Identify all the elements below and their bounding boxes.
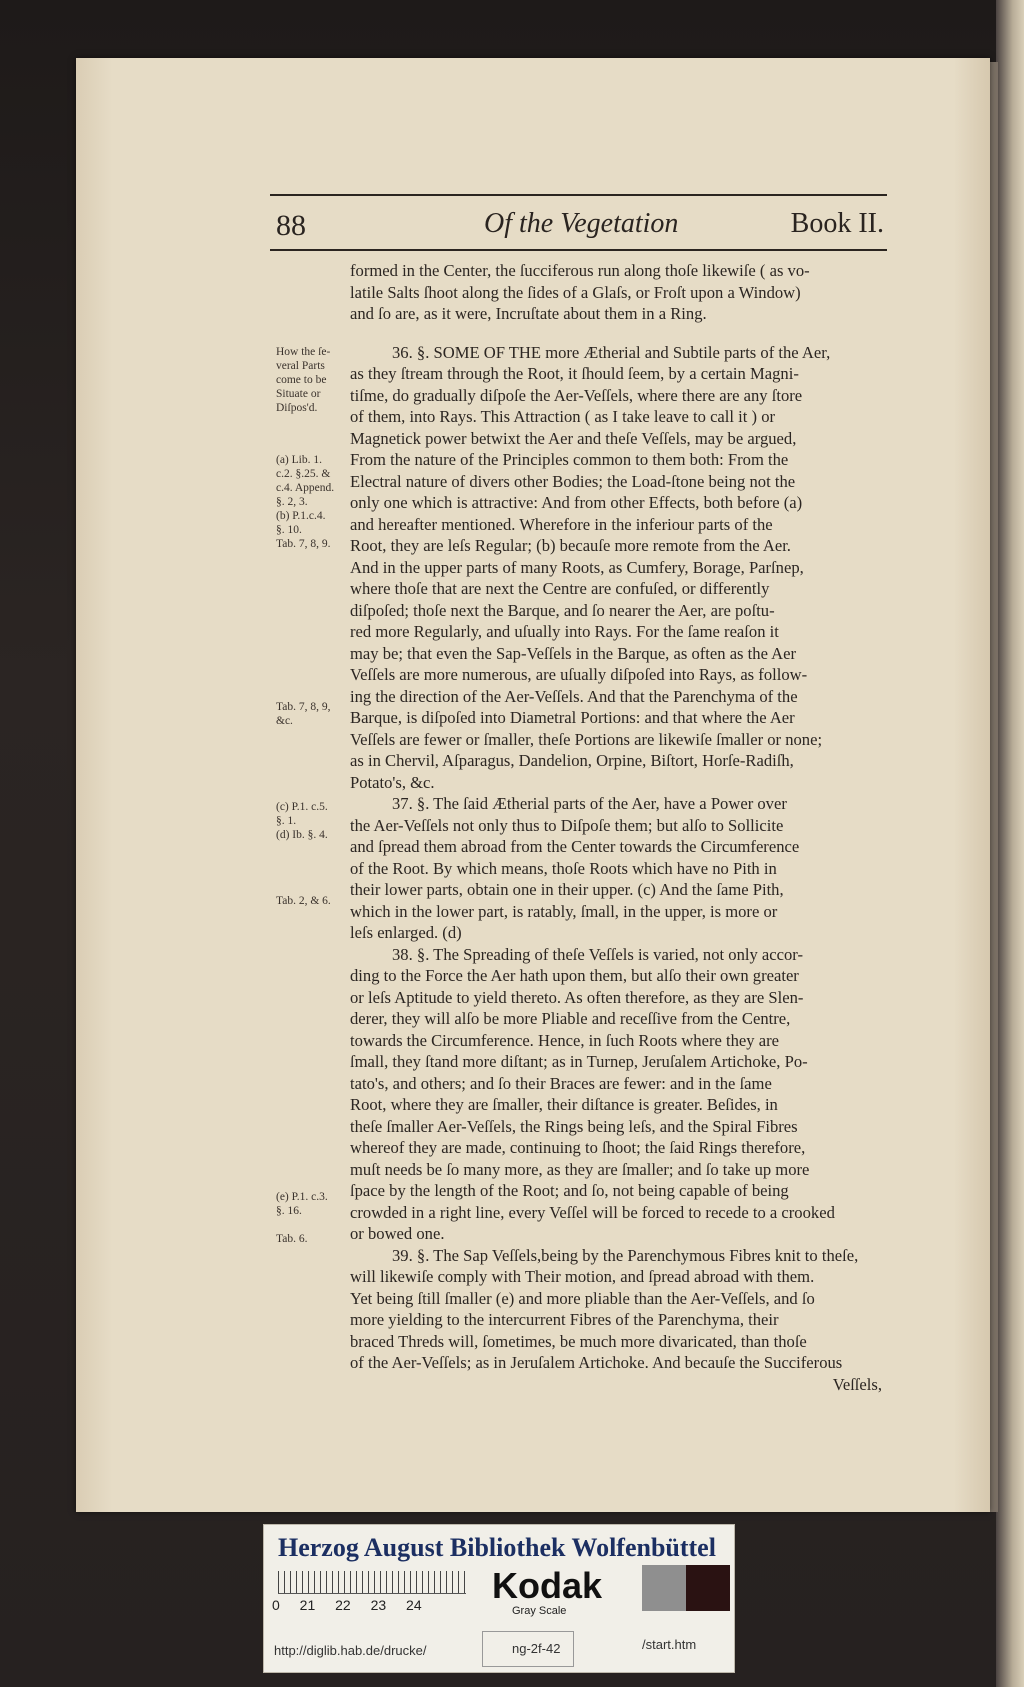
text-line: Yet being ſtill ſmaller (e) and more pliable than the Aer-Veſſels, and ſo <box>350 1288 815 1308</box>
text-line: ſpace by the length of the Root; and ſo, not being capable of being <box>350 1181 789 1200</box>
text-line: as in Chervil, Aſparagus, Dandelion, Orpine, Biſtort, Horſe-Radiſh, <box>350 751 794 770</box>
text-line: Veſſels are fewer or ſmaller, theſe Portions are likewiſe ſmaller or none; <box>350 729 823 749</box>
margin-note <box>276 453 348 551</box>
margin-note <box>276 345 348 415</box>
text-line: Magnetick power betwixt the Aer and theſe Veſſels, may be argued, <box>350 428 797 448</box>
margin-note <box>276 700 348 728</box>
margin-note-line: §. 1. <box>276 815 297 827</box>
text-line: where thoſe that are next the Centre are confuſed, or differently <box>350 579 770 598</box>
scale-ruler <box>278 1571 466 1594</box>
text-line: only one which is attractive: And from other Effects, both before (a) <box>350 493 803 512</box>
running-title: Of the Vegetation <box>484 208 679 239</box>
text-line: of the Aer-Veſſels; as in Jeruſalem Artichoke. And becauſe the Succiferous <box>350 1353 843 1372</box>
kodak-logo: Kodak <box>492 1565 603 1606</box>
text-line: tato's, and others; and ſo their Braces are fewer: and in the ſame <box>350 1073 772 1093</box>
text-line: whereof they are made, continuing to ſhoot; the ſaid Rings therefore, <box>350 1138 806 1157</box>
ruler-numbers: 0 21 22 23 24 <box>272 1597 422 1613</box>
text-line: And in the upper parts of many Roots, as Cumfery, Borage, Parſnep, <box>350 557 804 577</box>
text-line: latile Salts ſhoot along the ſides of a Glaſs, or Froſt upon a Window) <box>350 282 801 302</box>
margin-note-line: §. 16. <box>276 1205 302 1217</box>
main-text-column <box>350 260 882 1395</box>
margin-note-line: (c) P.1. c.5. <box>276 801 328 813</box>
text-line: or leſs Aptitude to yield thereto. As often therefore, as they are Slen- <box>350 987 804 1007</box>
margin-note-line: §. 10. <box>276 524 302 536</box>
library-stamp <box>263 1524 735 1673</box>
margin-note-line: veral Parts <box>276 360 325 372</box>
margin-note-line: (b) P.1.c.4. <box>276 510 326 522</box>
text-line: 36. §. SOME OF THE more Ætherial and Subtile parts of the Aer, <box>392 342 831 362</box>
text-line: formed in the Center, the ſucciferous run along thoſe likewiſe ( as vo- <box>350 261 810 280</box>
text-line: may be; that even the Sap-Veſſels in the Barque, as often as the Aer <box>350 643 797 663</box>
margin-note-line: come to be <box>276 374 327 386</box>
margin-note-line: Diſpos'd. <box>276 402 318 414</box>
text-line: Veſſels, <box>832 1374 882 1394</box>
text-line: From the nature of the Principles common to them both: From the <box>350 450 789 469</box>
text-line: ding to the Force the Aer hath upon them, but alſo their own greater <box>350 966 799 985</box>
margin-note-line: Tab. 7, 8, 9, <box>276 701 331 713</box>
text-line: Root, where they are ſmaller, their diſtance is greater. Beſides, in <box>350 1095 778 1114</box>
stamp-code: ng-2f-42 <box>512 1641 561 1656</box>
margin-note <box>276 1190 348 1246</box>
text-line: derer, they will alſo be more Pliable and receſſive from the Centre, <box>350 1009 791 1028</box>
adjacent-page-edge <box>996 0 1024 1687</box>
text-line: crowded in a right line, every Veſſel will be forced to recede to a crooked <box>350 1202 835 1222</box>
page-number: 88 <box>276 209 306 242</box>
text-line: and ſpread them abroad from the Center towards the Circumference <box>350 837 800 856</box>
text-line: Electral nature of divers other Bodies; the Load-ſtone being not the <box>350 471 796 491</box>
text-line: Veſſels are more numerous, are uſually diſpoſed into Rays, as follow- <box>350 665 808 684</box>
text-line: of the Root. By which means, thoſe Roots which have no Pith in <box>350 858 777 878</box>
running-header <box>274 205 886 251</box>
text-line: and hereafter mentioned. Wherefore in the inferiour parts of the <box>350 514 773 534</box>
text-line: 37. §. The ſaid Ætherial parts of the Aer, have a Power over <box>392 794 787 813</box>
margin-note-line: c.4. Append. <box>276 482 335 494</box>
text-line: red more Regularly, and uſually into Rays. For the ſame reaſon it <box>350 622 779 641</box>
text-line: as they ſtream through the Root, it ſhould ſeem, by a certain Magni- <box>350 364 799 383</box>
text-line: Root, they are leſs Regular; (b) becauſe more remote from the Aer. <box>350 536 791 555</box>
margin-note-line: Tab. 2, & 6. <box>276 895 331 907</box>
book-label: Book II. <box>790 208 884 239</box>
margin-note-line: (e) P.1. c.3. <box>276 1191 328 1203</box>
stamp-start: /start.htm <box>642 1637 697 1652</box>
text-line: and ſo are, as it were, Incruſtate about them in a Ring. <box>350 304 707 323</box>
margin-note-line: &c. <box>276 715 293 727</box>
text-line: their lower parts, obtain one in their upper. (c) And the ſame Pith, <box>350 880 784 899</box>
text-line: more yielding to the intercurrent Fibres of the Parenchyma, their <box>350 1310 779 1329</box>
margin-note-line: c.2. §.25. & <box>276 468 331 480</box>
stamp-url: http://diglib.hab.de/drucke/ <box>274 1643 427 1658</box>
text-line: will likewiſe comply with Their motion, and ſpread abroad with them. <box>350 1267 815 1286</box>
text-line: or bowed one. <box>350 1224 445 1243</box>
margin-note-line: How the ſe- <box>276 346 331 358</box>
header-rule-bottom <box>270 249 887 251</box>
text-line: 39. §. The Sap Veſſels,being by the Parenchymous Fibres knit to theſe, <box>392 1245 859 1265</box>
text-line: diſpoſed; thoſe next the Barque, and ſo nearer the Aer, are poſtu- <box>350 600 775 620</box>
margin-note <box>276 800 348 842</box>
margin-note-line: (d) Ib. §. 4. <box>276 829 328 841</box>
text-line: muſt needs be ſo many more, as they are ſmaller; and ſo take up more <box>350 1159 810 1179</box>
margin-note-line: Tab. 7, 8, 9. <box>276 538 331 550</box>
text-line: Barque, is diſpoſed into Diametral Portions: and that where the Aer <box>350 708 795 727</box>
margin-note <box>276 894 348 908</box>
text-line: of them, into Rays. This Attraction ( as I take leave to call it ) or <box>350 407 776 426</box>
library-name: Herzog August Bibliothek Wolfenbüttel <box>278 1533 716 1562</box>
margin-note-line <box>276 1218 348 1232</box>
text-line: Potato's, &c. <box>350 772 435 792</box>
text-line: ing the direction of the Aer-Veſſels. And that the Parenchyma of the <box>350 686 798 706</box>
text-line: 38. §. The Spreading of theſe Veſſels is varied, not only accor- <box>392 944 804 964</box>
text-line: braced Threds will, ſometimes, be much more divaricated, than thoſe <box>350 1331 807 1351</box>
text-line: leſs enlarged. (d) <box>350 923 462 942</box>
text-line: tiſme, do gradually diſpoſe the Aer-Veſſels, where there are any ſtore <box>350 385 803 405</box>
gray-swatch-light <box>642 1565 686 1611</box>
margin-note-line: Tab. 6. <box>276 1233 308 1245</box>
margin-note-line: (a) Lib. 1. <box>276 454 322 466</box>
gray-swatch-dark <box>686 1565 730 1611</box>
text-line: which in the lower part, is ratably, ſmall, in the upper, is more or <box>350 901 778 921</box>
margin-note-line: Situate or <box>276 388 321 400</box>
header-rule-top <box>270 194 887 196</box>
text-line: theſe ſmaller Aer-Veſſels, the Rings being leſs, and the Spiral Fibres <box>350 1116 798 1136</box>
gray-scale-label: Gray Scale <box>512 1605 567 1617</box>
text-line: the Aer-Veſſels not only thus to Diſpoſe them; but alſo to Sollicite <box>350 815 784 835</box>
text-line: towards the Circumference. Hence, in ſuch Roots where they are <box>350 1030 779 1050</box>
paragraph-gap <box>350 325 882 342</box>
text-line: ſmall, they ſtand more diſtant; as in Turnep, Jeruſalem Artichoke, Po- <box>350 1052 808 1071</box>
margin-note-line: §. 2, 3. <box>276 496 308 508</box>
